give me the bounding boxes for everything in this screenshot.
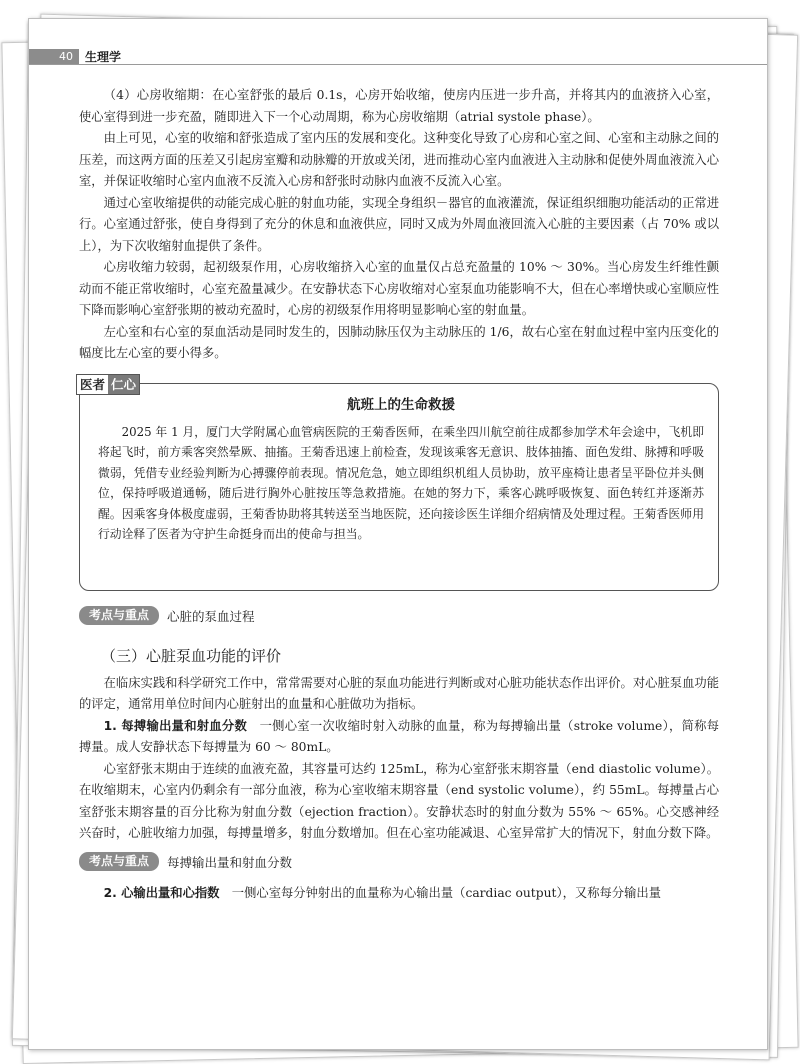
- page-header: [29, 49, 767, 65]
- chapter-title: 生理学: [85, 50, 122, 64]
- key-point-banner-2: [79, 851, 719, 873]
- paragraph-stroke-volume: [79, 716, 719, 759]
- story-tag-doctor: 医者: [77, 375, 108, 394]
- paragraph-ejection-function: 通过心室收缩提供的动能完成心脏的射血功能，实现全身组织－器官的血液灌流，保证组织细胞功能活动的正常进行。心室通过舒张，使自身得到了充分的休息和血液供应，同时又成为外周血液回流入心脏的主要因素（占 70% 或以上），为下次收缩射血提供了条件。: [79, 195, 719, 253]
- page-number: 40: [29, 49, 79, 65]
- paragraph-atrial-systole: （4）心房收缩期：在心室舒张的最后 0.1s，心房开始收缩，使房内压进一步升高，并将其内的血液挤入心室，使心室得到进一步充盈，随即进入下一个心动周期，称为心房收缩期（atrial systole phase）。: [79, 88, 719, 124]
- story-tag-benevolence: 仁心: [108, 375, 139, 394]
- paragraph-cardiac-output: [79, 883, 719, 905]
- header-divider: [29, 64, 767, 65]
- page-content: [79, 85, 719, 904]
- paragraph-pressure-changes: 由上可见，心室的收缩和舒张造成了室内压的发展和变化。这种变化导致了心房和心室之间、心室和主动脉之间的压差，而这两方面的压差又引起房室瓣和动脉瓣的开放或关闭，进而推动心室内血液进入主动脉和促使外周血液流入心室，并保证收缩时心室内血液不反流入心房和舒张时动脉内血液不反流入心室。: [79, 131, 719, 188]
- story-tag: [76, 374, 140, 395]
- paragraph-left-right-ventricle: 左心室和右心室的泵血活动是同时发生的，因肺动脉压仅为主动脉压的 1/6，故右心室在射血过程中室内压变化的幅度比左心室的要小得多。: [79, 324, 719, 360]
- key-point-banner: [79, 605, 719, 627]
- subsection-text-cardiac-output: 一侧心室每分钟射出的血量称为心输出量（cardiac output），又称每分输出量: [231, 885, 661, 900]
- paragraph-evaluation-intro: 在临床实践和科学研究工作中，常常需要对心脏的泵血功能进行判断或对心脏功能状态作出评价。对心脏泵血功能的评定，通常用单位时间内心脏射出的血量和心脏做功为指标。: [79, 675, 719, 711]
- key-point-text: 心脏的泵血过程: [167, 608, 255, 624]
- subsection-heading-cardiac-output: 2. 心输出量和心指数: [103, 885, 220, 900]
- book-page: [28, 18, 768, 1050]
- key-point-tag: 考点与重点: [79, 606, 159, 625]
- paragraph-atrial-pump: 心房收缩力较弱，起初级泵作用，心房收缩挤入心室的血量仅占总充盈量的 10% ～ 30%。当心房发生纤维性颤动而不能正常收缩时，心室充盈量减少。在安静状态下心房收缩对心室泵血功能影响不大，但在心率增快或心室顺应性下降而影响心室舒张期的被动充盈时，心房的初级泵作用将明显影响心室的射血量。: [79, 260, 719, 317]
- story-box: [79, 376, 719, 591]
- subsection-text-stroke-volume: 一侧心室一次收缩时射入动脉的血量，称为每搏输出量（stroke volume），简称每搏量。成人安静状态下每搏量为 60 ～ 80mL。: [79, 718, 719, 754]
- key-point-text-2: 每搏输出量和射血分数: [167, 854, 293, 870]
- section-title: （三）心脏泵血功能的评价: [101, 646, 282, 665]
- paragraph-ejection-fraction: 心室舒张末期由于连续的血液充盈，其容量可达约 125mL，称为心室舒张末期容量（end diastolic volume）。在收缩期末，心室内仍剩余有一部分血液，称为心室收缩末期容量（end systolic volume），约 55mL。每搏量占心室舒张末期容量的百分比称为射血分数（ejection fraction）。安静状态时的射血分数为 55% ～ 65%。心交感神经兴奋时，心脏收缩力加强，每搏量增多，射血分数增加。但在心室功能减退、心室异常扩大的情况下，射血分数下降。: [79, 761, 719, 840]
- story-text: 2025 年 1 月，厦门大学附属心血管病医院的王菊香医师，在乘坐四川航空前往成都参加学术年会途中，飞机即将起飞时，前方乘客突然晕厥、抽搐。王菊香迅速上前检查，发现该乘客无意识、肢体抽搐、面色发绀、脉搏和呼吸微弱，凭借专业经验判断为心搏骤停前表现。情况危急，她立即组织机组人员协助，放平座椅让患者呈平卧位并头侧位，保持呼吸道通畅，随后进行胸外心脏按压等急救措施。在她的努力下，乘客心跳呼吸恢复、面色转红并逐渐苏醒。因乘客身体极度虚弱，王菊香协助将其转送至当地医院，还向接诊医生详细介绍病情及处理过程。王菊香医师用行动诠释了医者为守护生命挺身而出的使命与担当。: [98, 424, 704, 541]
- key-point-tag-2: 考点与重点: [79, 852, 159, 871]
- story-title: 航班上的生命救援: [347, 396, 455, 413]
- subsection-heading-stroke-volume: 1. 每搏输出量和射血分数: [103, 718, 248, 733]
